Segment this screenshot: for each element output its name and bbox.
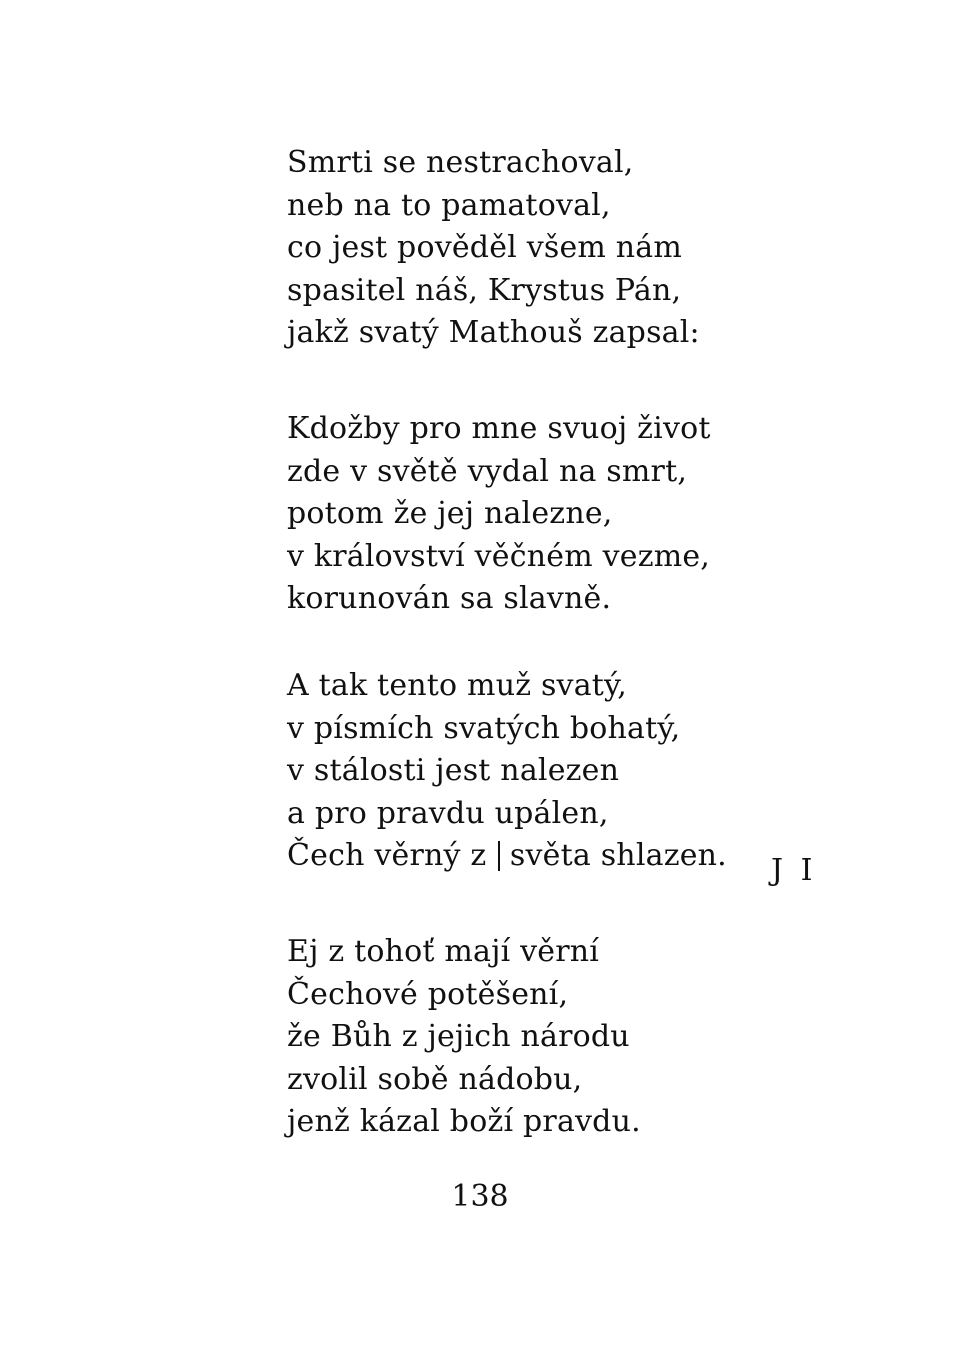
verse-line: v království věčném vezme,: [287, 538, 711, 574]
stanza-2: [287, 408, 807, 621]
page-break-marker: [498, 841, 500, 871]
verse-line: korunován sa slavně.: [287, 581, 612, 617]
verse-line: zde v světě vydal na smrt,: [287, 453, 688, 489]
verse-line: v stálosti jest nalezen: [287, 753, 620, 789]
verse-line: spasitel náš, Krystus Pán,: [287, 272, 682, 308]
verse-line: jenž kázal boží pravdu.: [287, 1104, 641, 1140]
verse-line: v písmích svatých bohatý,: [287, 710, 681, 746]
verse-line: potom že jej nalezne,: [287, 496, 613, 532]
verse-line: jakž svatý Mathouš zapsal:: [287, 315, 700, 351]
verse-line: co jest pověděl všem nám: [287, 230, 683, 266]
verse-line: Smrti se nestrachoval,: [287, 145, 634, 180]
signature-mark: J I: [771, 853, 817, 888]
verse-line-part-after-break: světa shlazen.: [509, 838, 727, 874]
verse-line: neb na to pamatoval,: [287, 187, 611, 223]
verse-line-with-page-break: [287, 835, 807, 878]
page-number: 138: [451, 1179, 509, 1214]
stanza-1: [287, 142, 807, 355]
stanza-4: [287, 931, 807, 1144]
verse-line: Čechové potěšení,: [287, 976, 569, 1012]
verse-line: Ej z tohoť mají věrní: [287, 934, 600, 969]
stanza-3: [287, 665, 807, 878]
verse-line: že Bůh z jejich národu: [287, 1019, 630, 1055]
verse-line: A tak tento muž svatý,: [287, 668, 627, 703]
verse-line-part-before-break: Čech věrný z: [287, 838, 487, 874]
verse-line: zvolil sobě nádobu,: [287, 1061, 583, 1097]
verse-line: Kdožby pro mne svuoj život: [287, 411, 711, 446]
verse-line: a pro pravdu upálen,: [287, 795, 609, 831]
